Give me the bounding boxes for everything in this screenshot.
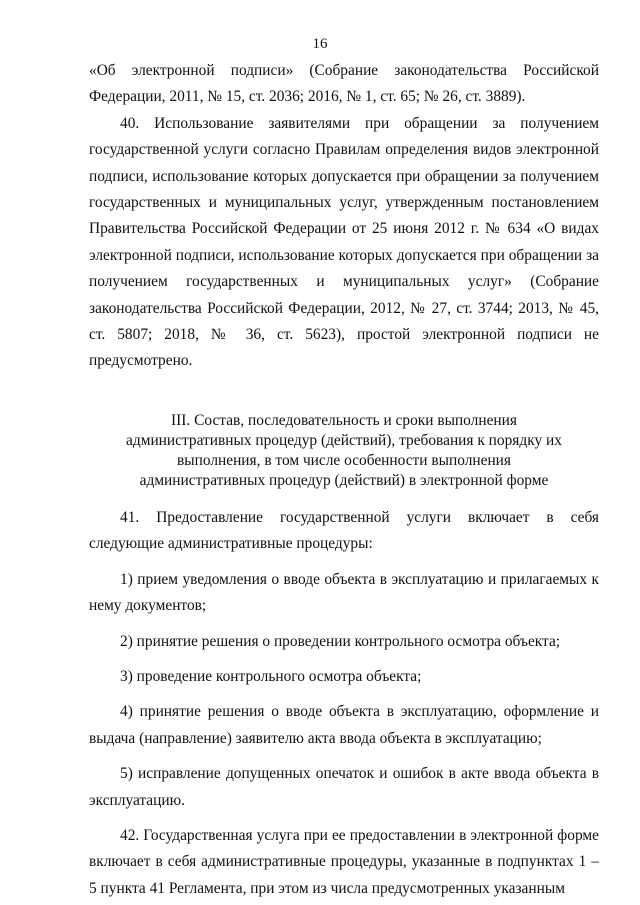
paragraph-law-citation: «Об электронной подписи» (Собрание законодательства Российской Федерации, 2011, № 15, ст. 2036; 2016, № 1, ст. 65; № 26, ст. 3889). bbox=[89, 62, 599, 106]
page-number: 16 bbox=[312, 36, 328, 52]
list-item: 2) принятие решения о проведении контрольного осмотра объекта; bbox=[120, 632, 561, 650]
list-item: 1) прием уведомления о вводе объекта в эксплуатацию и прилагаемых к нему документов; bbox=[89, 570, 599, 615]
paragraph-42: 42. Государственная услуга при ее предоставлении в электронной форме включает в себя административные процедуры, указанные в подпунктах 1 – 5 пункта 41 Регламента, при этом из числа предусмотренных указанным bbox=[89, 826, 599, 897]
list-item: 5) исправление допущенных опечаток и ошибок в акте ввода объекта в эксплуатацию. bbox=[89, 765, 599, 809]
paragraph-40: 40. Использование заявителями при обращении за получением государственной услуги согласно Правилам определения видов электронной подписи, использование которых допускается при обращении за получением государственных и муниципальных услуг, утвержденным постановлением Правительства Российской Федерации от 25 июня 2012 г. № 634 «О видах электронной подписи, использование которых допускается при обращении за получением государственных и муниципальных услуг» (Собрание законодательства Российской Федерации, 2012, № 27, ст. 3744; 2013, № 45, ст. 5807; 2018, № 36, ст. 5623), простой электронной подписи не предусмотрено. bbox=[89, 114, 599, 370]
section-heading: III. Состав, последовательность и сроки выполнения административных процедур (действий), требования к порядку их выполнения, в том числе особенности выполнения административных процедур (действий) в электронной форме bbox=[126, 411, 562, 489]
list-item: 3) проведение контрольного осмотра объекта; bbox=[120, 667, 422, 685]
document-body bbox=[89, 58, 599, 902]
paragraph-41: 41. Предоставление государственной услуги включает в себя следующие административные процедуры: bbox=[89, 508, 599, 553]
list-item: 4) принятие решения о вводе объекта в эксплуатацию, оформление и выдача (направление) заявителю акта ввода объекта в эксплуатацию; bbox=[89, 703, 599, 747]
